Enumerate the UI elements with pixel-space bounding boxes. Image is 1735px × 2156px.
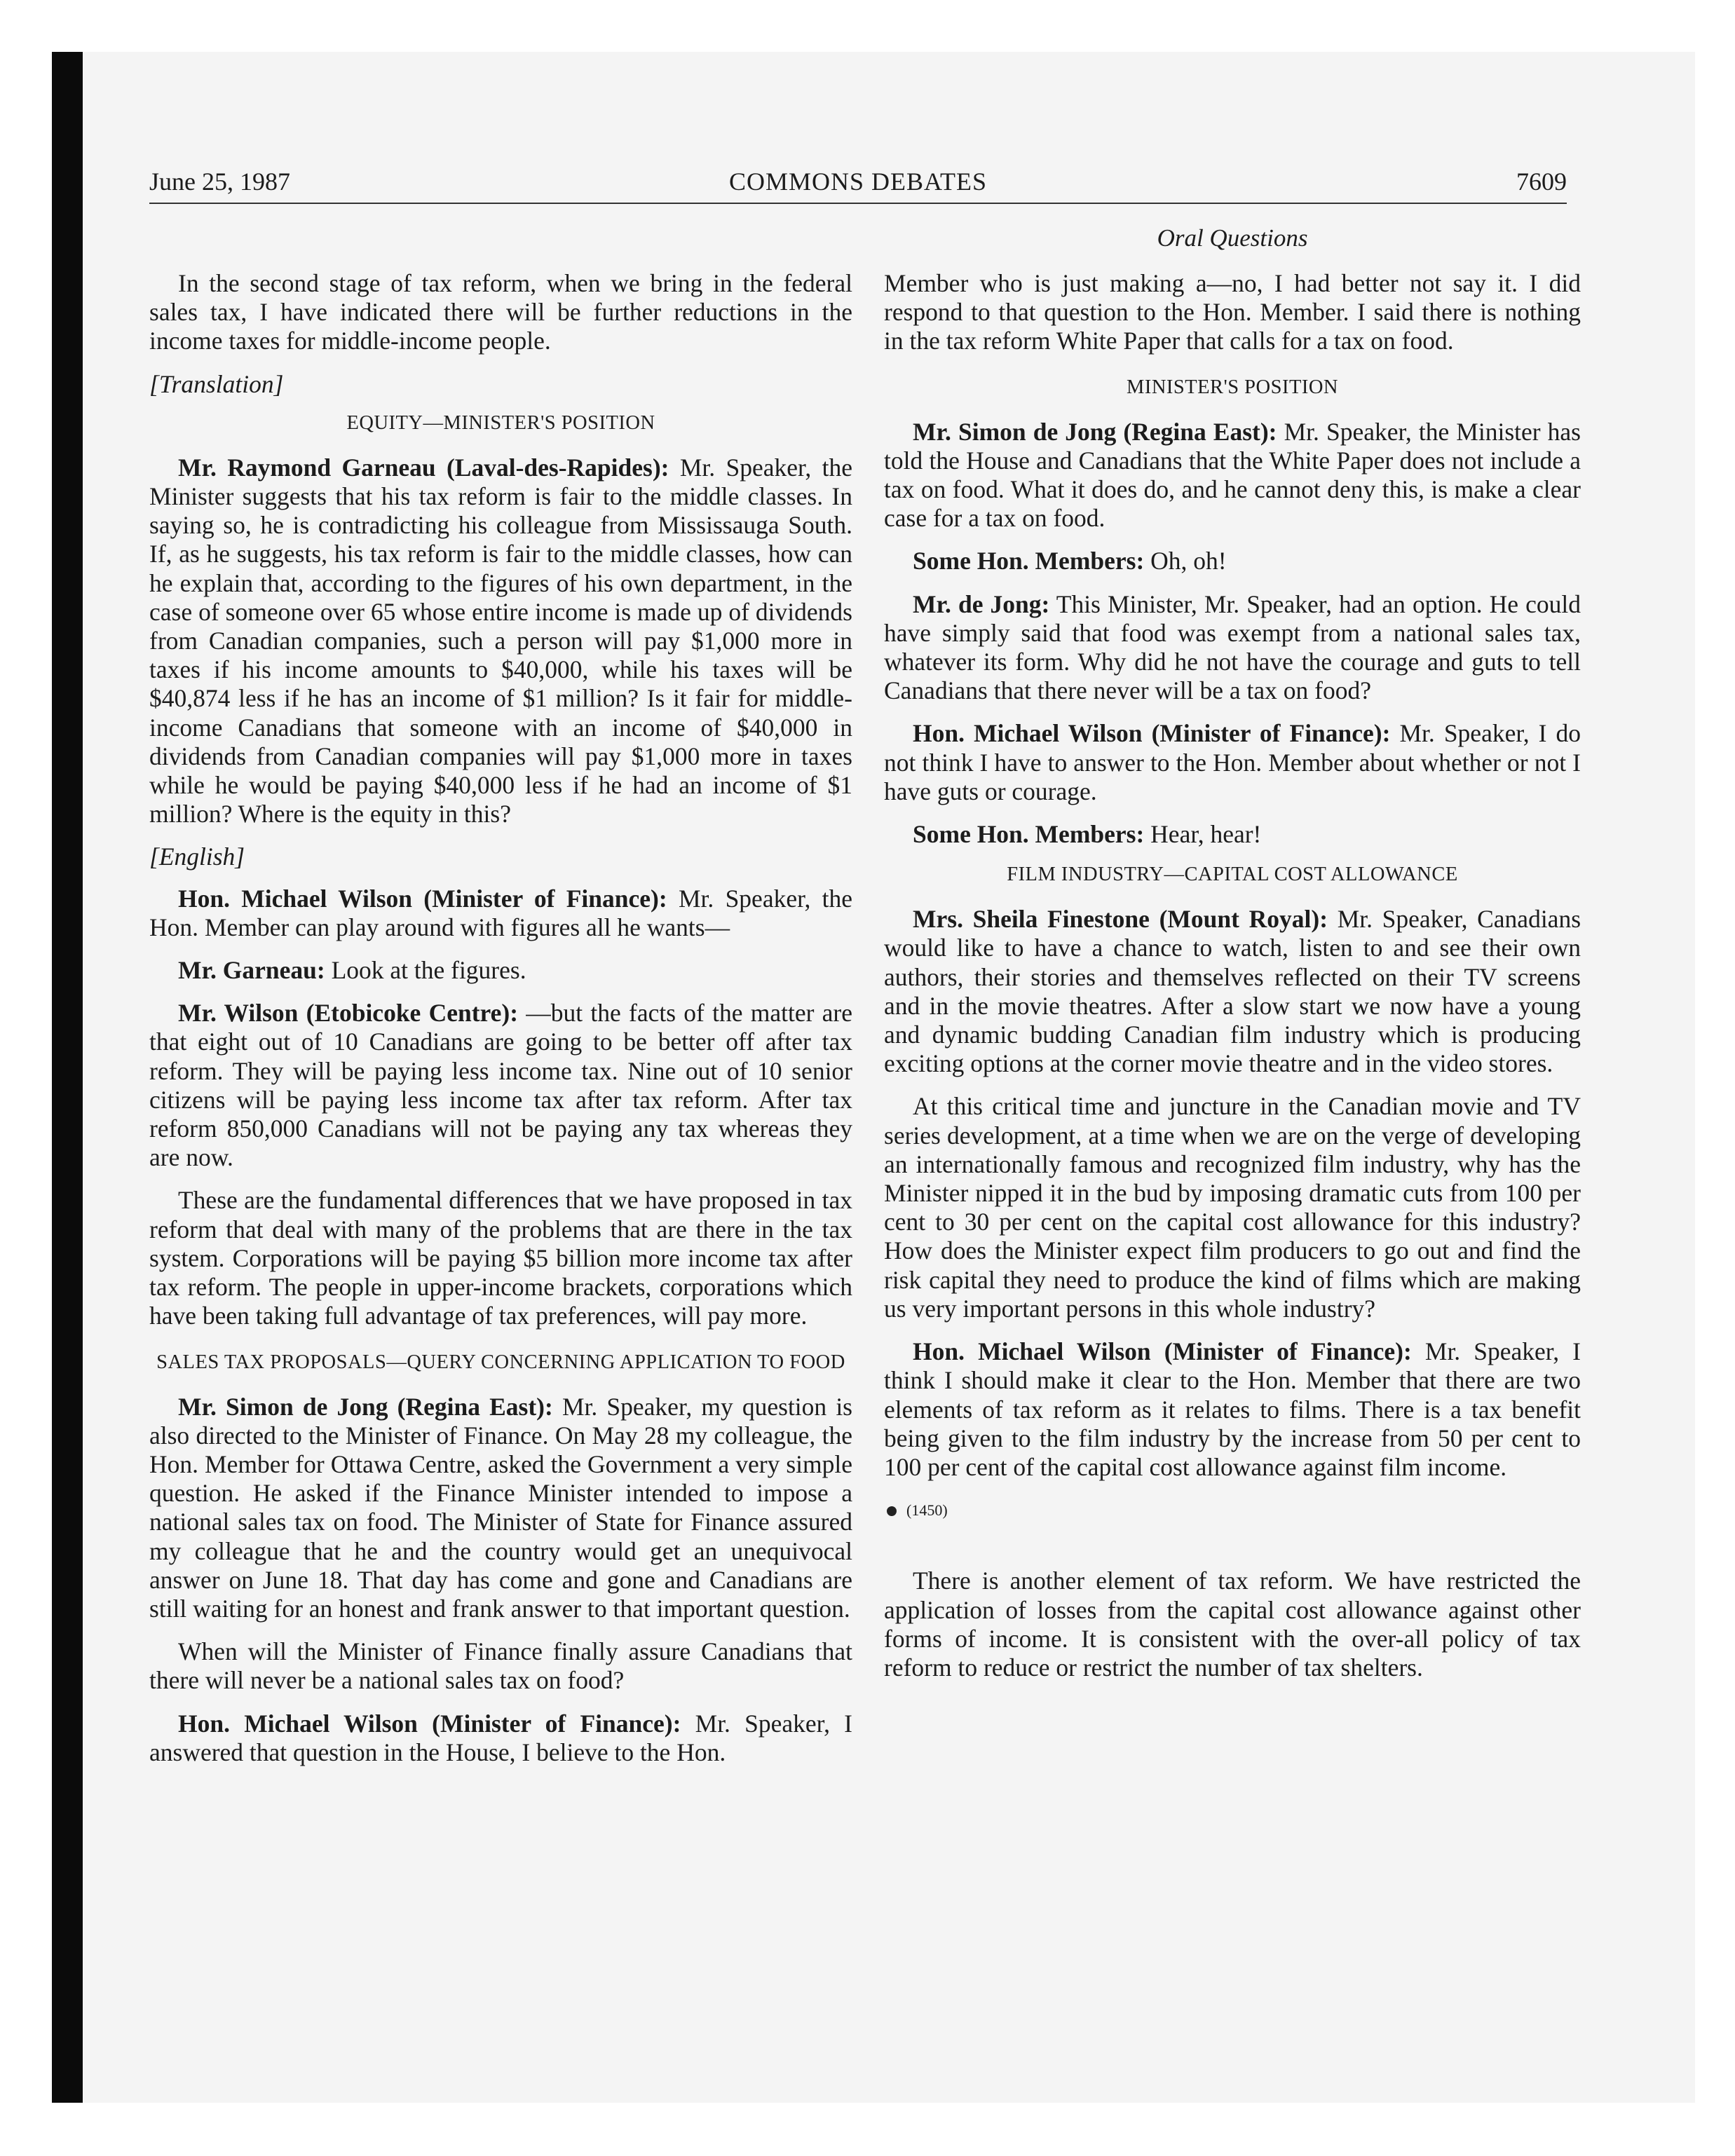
section-heading: MINISTER'S POSITION <box>1126 376 1339 398</box>
speech-text: Mr. Speaker, the Minister suggests that his tax reform is fair to the middle classes. In saying so, he is contradicting his colleague from Mississauga South. If, as he suggests, his tax reform is fair to the middle classes, how can he explain that, according to the figures of his own department, in the case of someone over 65 whose entire income is made up of dividends from Canadian companies, such a person will pay $1,000 more in taxes if his income amounts to $40,000, while his taxes will be $40,874 less if he has an income of $1 million? Is it fair for middle-income Canadians that someone with an income of $40,000 in dividends from Canadian companies will pay $1,000 more in taxes while he would be paying $40,000 less if he had an income of $1 million? Where is the equity in this? <box>149 453 852 828</box>
speech-text: This Minister, Mr. Speaker, had an option. He could have simply said that food was exempt from a national sales tax, whatever its form. Why did he not have the courage and guts to tell Canadians that there never will be a tax on food? <box>884 589 1581 705</box>
speech <box>884 418 1581 533</box>
speech <box>149 1393 852 1624</box>
speech <box>884 547 1581 575</box>
speaker-name: Hon. Michael Wilson (Minister of Finance): <box>913 719 1391 748</box>
header-rule <box>149 203 1567 204</box>
speaker-name: Mr. Simon de Jong (Regina East): <box>178 1392 553 1421</box>
paragraph: These are the fundamental differences that we have proposed in tax reform that deal with many of the problems that are there in the tax system. Corporations will be paying $5 billion more income tax after tax reform. The people in upper-income brackets, corporations which have been taking full advantage of tax preferences, will pay more. <box>149 1186 852 1330</box>
speech <box>149 885 852 942</box>
speech <box>884 719 1581 806</box>
speaker-name: Hon. Michael Wilson (Minister of Finance): <box>913 1337 1412 1366</box>
header-page-number: 7609 <box>1516 168 1567 196</box>
section-heading: SALES TAX PROPOSALS—QUERY CONCERNING APPLICATION TO FOOD <box>156 1351 845 1373</box>
timestamp <box>884 1496 1581 1524</box>
paragraph: In the second stage of tax reform, when we bring in the federal sales tax, I have indicated there will be further reductions in the income taxes for middle-income people. <box>149 269 852 355</box>
running-head <box>149 167 1567 202</box>
bullet-icon <box>887 1506 897 1516</box>
section-heading: FILM INDUSTRY—CAPITAL COST ALLOWANCE <box>1007 864 1458 886</box>
language-marker: [English] <box>149 842 245 871</box>
speech <box>149 956 852 985</box>
speech-text: Hear, hear! <box>1144 820 1262 849</box>
speaker-name: Some Hon. Members: <box>913 820 1145 849</box>
header-date: June 25, 1987 <box>149 168 290 196</box>
speech <box>149 999 852 1172</box>
speaker-name: Mr. Garneau: <box>178 956 325 985</box>
header-publication: COMMONS DEBATES <box>728 168 988 196</box>
speaker-name: Hon. Michael Wilson (Minister of Finance): <box>178 1709 681 1738</box>
speaker-name: Hon. Michael Wilson (Minister of Finance): <box>178 884 667 913</box>
section-title: Oral Questions <box>1157 224 1308 252</box>
speech-text: Mr. Speaker, I think I should make it clear to the Hon. Member that there are two elements of tax reform as it relates to films. There is a tax benefit being given to the film industry by the increase from 50 per cent to 100 per cent of the capital cost allowance against film income. <box>884 1337 1581 1481</box>
binding-edge <box>52 52 83 2103</box>
paragraph: When will the Minister of Finance finally assure Canadians that there will never be a national sales tax on food? <box>149 1637 852 1695</box>
speech <box>884 1337 1581 1482</box>
speech-text: Mr. Speaker, the Hon. Member can play around with figures all he wants— <box>149 884 853 941</box>
speech <box>149 453 852 829</box>
speech-text: Mr. Speaker, Canadians would like to have a chance to watch, listen to and see their own authors, their stories and themselves reflected on their TV screens and in the movie theatres. After a slow start we now have a young and dynamic budding Canadian film industry which is producing exciting options at the corner movie theatre and in the video stores. <box>884 905 1581 1078</box>
speech-text: Mr. Speaker, the Minister has told the House and Canadians that the White Paper does not include a tax on food. What it does do, and he cannot deny this, is make a clear case for a tax on food. <box>884 417 1581 533</box>
timestamp-text: (1450) <box>906 1501 948 1520</box>
speech-text: —but the facts of the matter are that eight out of 10 Canadians are going to be better off after tax reform. They will be paying less income tax. Nine out of 10 senior citizens will be paying less income tax after tax reform. After tax reform 850,000 Canadians will not be paying any tax whereas they are now. <box>149 999 852 1172</box>
right-column <box>884 223 1581 1696</box>
speech <box>884 590 1581 706</box>
paragraph: At this critical time and juncture in the Canadian movie and TV series development, at a time when we are on the verge of developing an internationally famous and recognized film industry, why has the Minister nipped it in the bud by imposing dramatic cuts from 100 per cent to 30 per cent on the capital cost allowance for this industry? How does the Minister expect film producers to go out and find the risk capital they need to produce the kind of films which are making us very important persons in this whole industry? <box>884 1092 1581 1323</box>
paragraph: Member who is just making a—no, I had better not say it. I did respond to that question to the Hon. Member. I said there is nothing in the tax reform White Paper that calls for a tax on food. <box>884 269 1581 355</box>
section-heading: EQUITY—MINISTER'S POSITION <box>346 411 655 434</box>
speech <box>884 820 1581 849</box>
speaker-name: Mr. Wilson (Etobicoke Centre): <box>178 999 519 1028</box>
speaker-name: Mr. Raymond Garneau (Laval-des-Rapides): <box>178 453 669 482</box>
speaker-name: Mrs. Sheila Finestone (Mount Royal): <box>913 905 1328 934</box>
speech-text: Mr. Speaker, I do not think I have to answer to the Hon. Member about whether or not I have guts or courage. <box>884 719 1581 805</box>
language-marker: [Translation] <box>149 369 284 398</box>
speech <box>884 905 1581 1078</box>
speech-text: Mr. Speaker, I answered that question in the House, I believe to the Hon. <box>149 1709 852 1766</box>
speech-text: Oh, oh! <box>1144 547 1227 575</box>
paragraph: There is another element of tax reform. We have restricted the application of losses from the capital cost allowance against other forms of income. It is consistent with the over-all policy of tax reform to reduce or restrict the number of tax shelters. <box>884 1567 1581 1681</box>
speaker-name: Mr. Simon de Jong (Regina East): <box>913 417 1277 446</box>
speaker-name: Some Hon. Members: <box>913 547 1145 575</box>
left-column <box>149 269 852 1781</box>
speaker-name: Mr. de Jong: <box>913 589 1050 618</box>
speech <box>149 1710 852 1767</box>
speech-text: Mr. Speaker, my question is also directed to the Minister of Finance. On May 28 my colleague, the Hon. Member for Ottawa Centre, asked the Government a very simple question. He asked if the Finance Minister intended to impose a national sales tax on food. The Minister of State for Finance assured my colleague that he and the country would get an unequivocal answer on June 18. That day has come and gone and Canadians are still waiting for an honest and frank answer to that important question. <box>149 1392 853 1623</box>
speech-text: Look at the figures. <box>325 956 526 985</box>
